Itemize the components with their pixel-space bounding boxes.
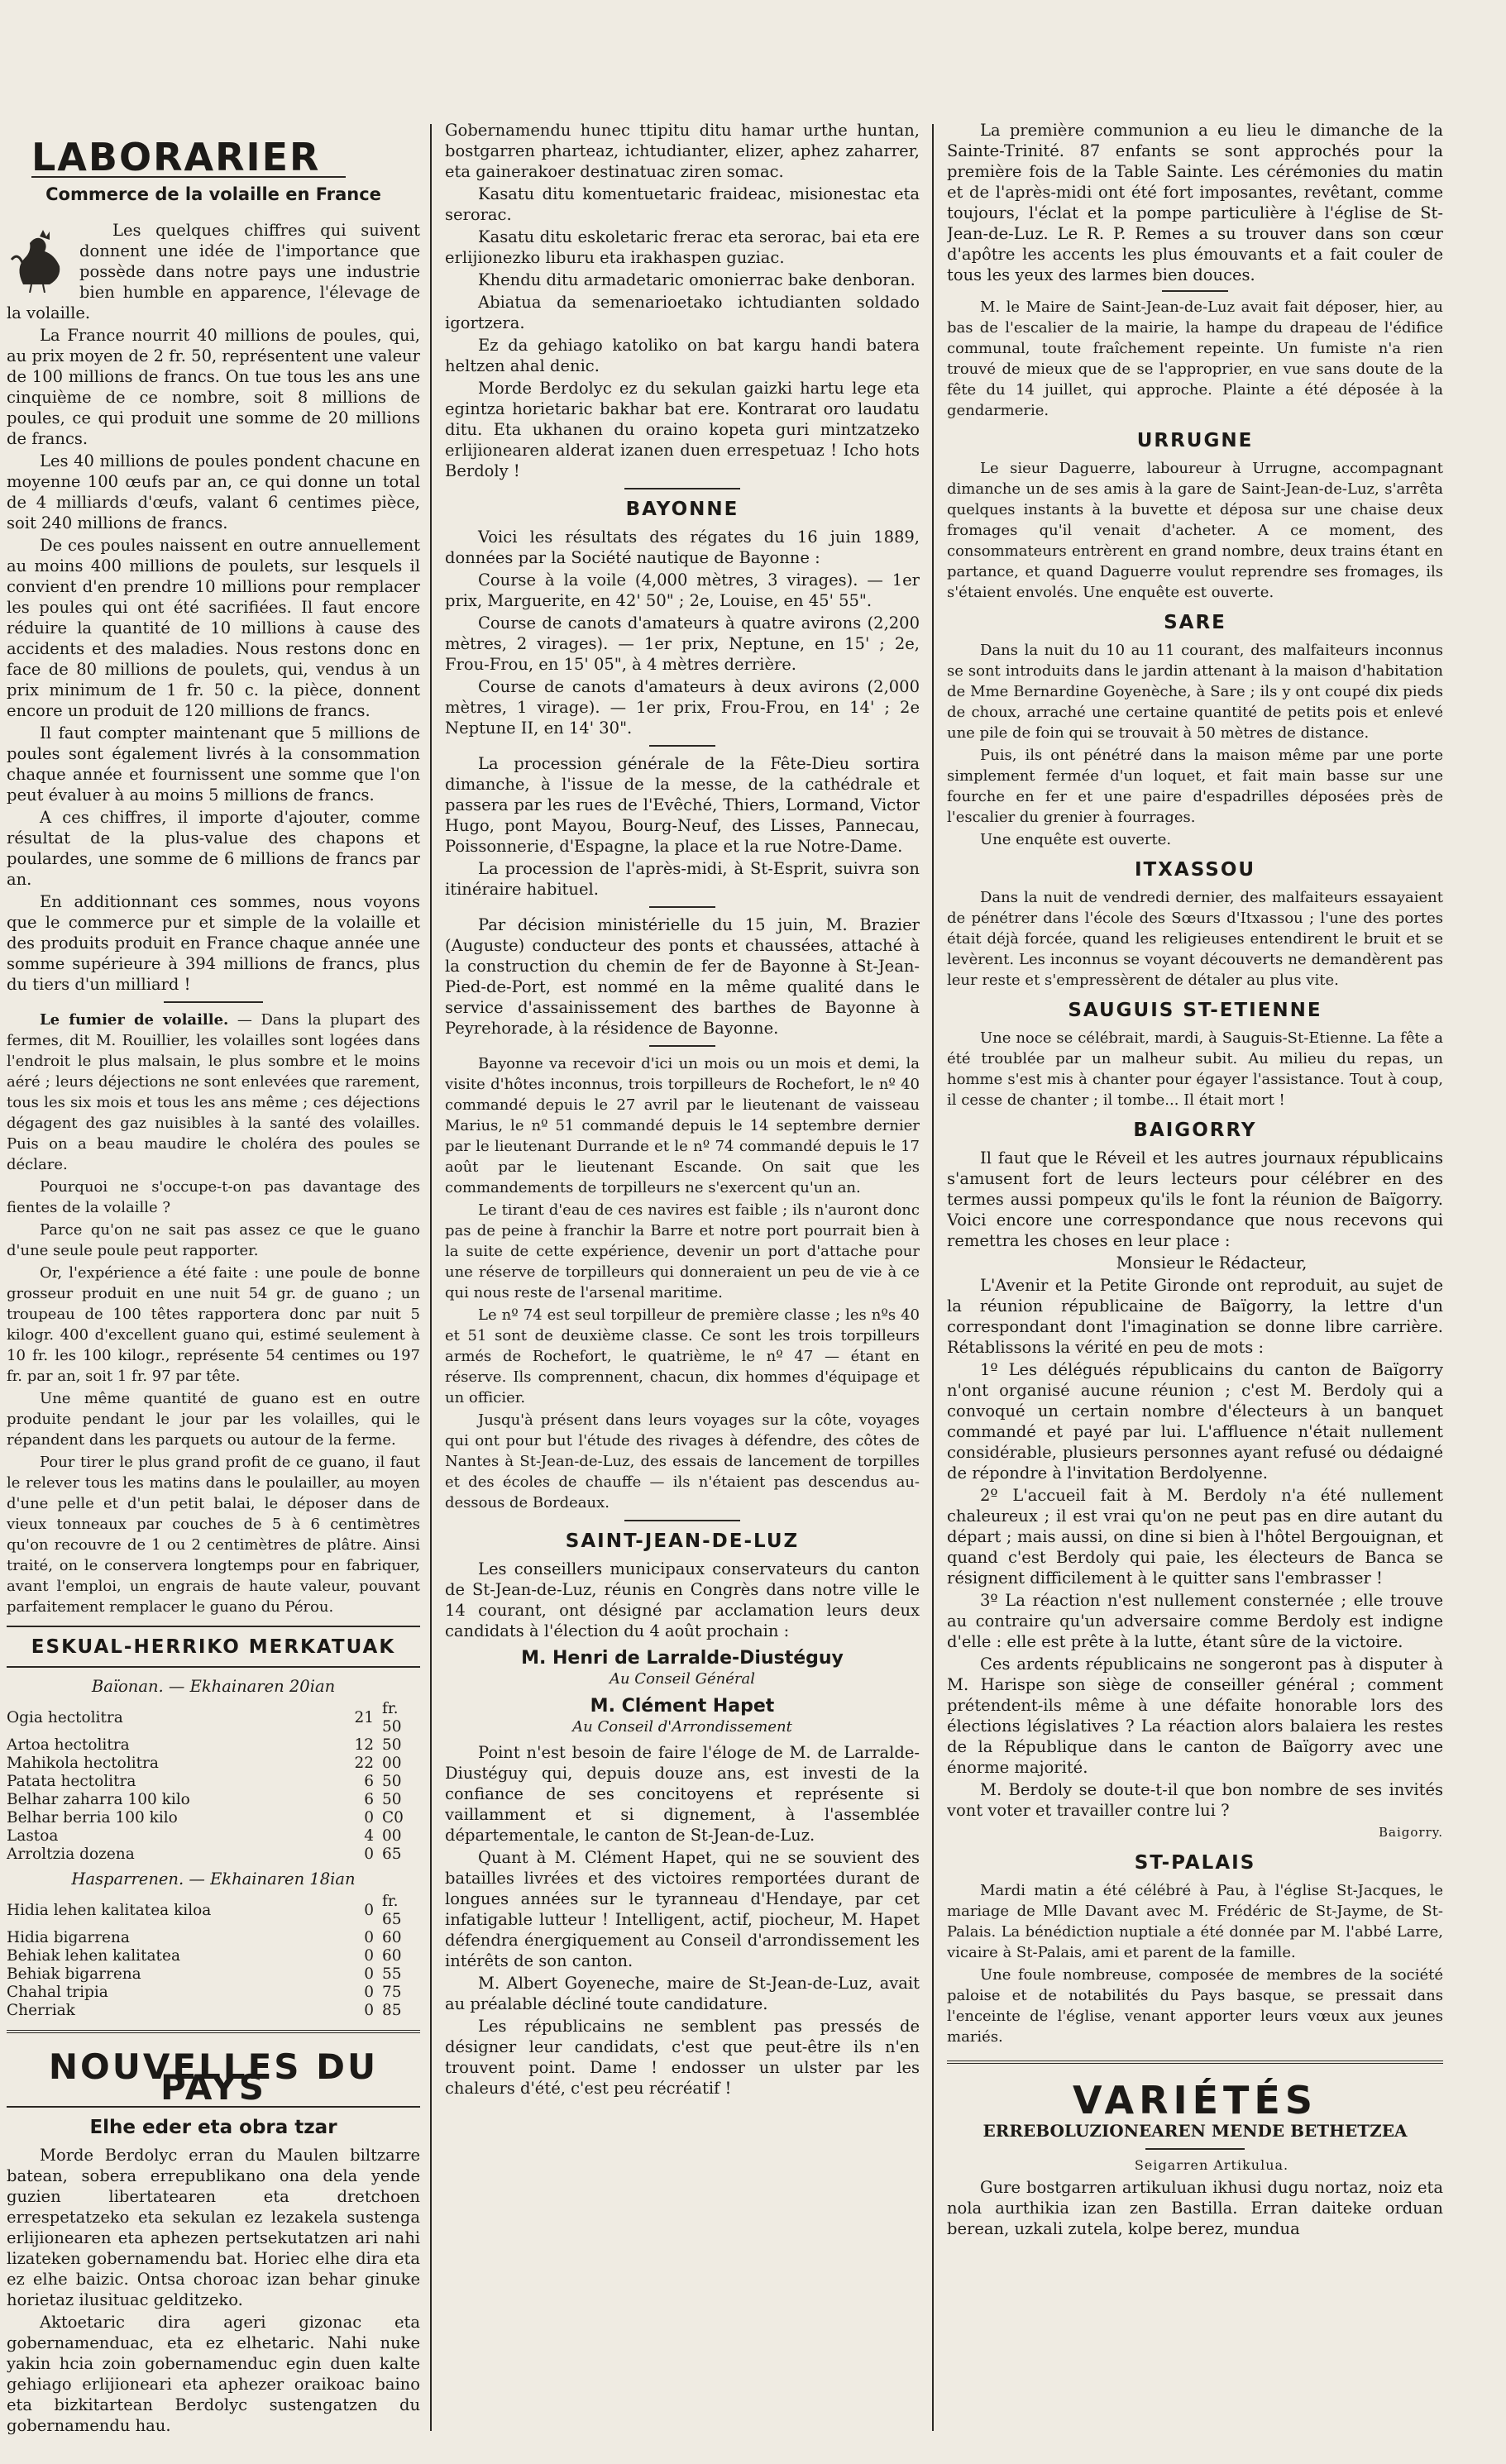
elhe-para-2: Aktoetaric dira ageri gizonac eta gobernamenduac, eta ez elhetaric. Nahi nuke yakin hcia zoin gobernamenduc egin duen kalte gehiago erlijioneari eta aphezer oraikoac baino eta bizkitartean Berdolyc sustengatzen du gobernamendu hau. <box>7 2313 420 2435</box>
baigorry-para-5: Ces ardents républicains ne songeront pas à disputer à M. Harispe son siège de conseiller général ; comment prétendent-ils même à une défaite honorable lors des élections législatives ? La réaction alors balaiera les restes de la République dans le canton de Baïgorry avec une énorme majorité. <box>947 1655 1443 1777</box>
divider-nouvelles <box>7 2030 420 2035</box>
baigorry-para-1: L'Avenir et la Petite Gironde ont reproduit, au sujet de la réunion républicaine de Baïgorry, la lettre d'un correspondant dont l'imagination se donne libre carrière. Rétablissons la vérité en peu de mots : <box>947 1276 1443 1357</box>
nouvelles-title: NOUVELLES DU PAYS <box>48 2046 379 2108</box>
market-title-rule <box>7 1666 420 1668</box>
market-value-main: 21 <box>354 1709 374 1726</box>
itxassou-title: ITXASSOU <box>1134 859 1256 881</box>
market-value-cents: 60 <box>382 1929 402 1946</box>
lab-para-2: La France nourrit 40 millions de poules, qui, au prix moyen de 2 fr. 50, représentent une valeur de 100 millions de francs. On tue tous les ans une cinquième de ce nombre, soit 8 millions de poules, ce qui produit une somme de 20 millions de francs. <box>7 326 420 448</box>
market-value-cents: 55 <box>382 1965 402 1983</box>
market-item: Artoa hectolitra <box>7 1736 130 1754</box>
divider-market <box>7 1626 420 1627</box>
market-value-main: 0 <box>364 1929 374 1946</box>
divider-fumier <box>164 1001 263 1003</box>
candidate-2-office: Au Conseil d'Arrondissement <box>572 1718 792 1736</box>
market-value-main: 0 <box>364 1947 374 1965</box>
market-value-main: 0 <box>364 1846 374 1863</box>
market-item: Mahikola hectolitra <box>7 1755 159 1772</box>
market-value-cents: fr. 65 <box>382 1893 402 1928</box>
lab-para-3: Les 40 millions de poules pondent chacune en moyenne 100 œufs par an, ce qui donne un total de 4 milliards d'œufs, valant 6 centimes pièce, soit 240 millions de francs. <box>7 451 420 532</box>
baigorry-title: BAIGORRY <box>1133 1120 1257 1141</box>
laborarier-subtitle: Commerce de la volaille en France <box>45 184 381 204</box>
regate-1: Course à la voile (4,000 mètres, 3 virages). — 1er prix, Marguerite, en 42' 50" ; 2e, Louise, en 45' 55". <box>445 571 920 610</box>
market-row <box>7 1827 420 1846</box>
communion-para: La première communion a eu lieu le dimanche de la Sainte-Trinité. 87 enfants se sont approchés pour la première fois de la Table Sainte. Les cérémonies du matin et de l'après-midi ont été fort imposantes, revêtant, comme toujours, l'éclat et la pompe particulière à l'église de St-Jean-de-Luz. Le R. P. Remes a su trouver dans son cœur d'apôtre les accents les plus émouvants et a fait couler de tous les yeux des larmes bien douces. <box>947 121 1443 284</box>
fumier-para-6: Pour tirer le plus grand profit de ce guano, il faut le relever tous les matins dans le poulailler, au moyen d'une pelle et d'un petit balai, le déposer dans de vieux tonneaux par couches de 5 à 6 centimètres qu'on recouvre de 1 ou 2 centimètres de plâtre. Ainsi traité, on le conservera longtemps pour en fabriquer, avant l'emploi, un engrais de haute valeur, pouvant parfaitement remplacer le guano du Pérou. <box>7 1454 420 1616</box>
sare-title: SARE <box>1164 612 1226 633</box>
baigorry-para-3: 2º L'accueil fait à M. Berdoly n'a été nullement chaleureux ; il est vrai qu'on ne peut pas en dire autant du départ ; mais aussi, on dine si bien à l'hôtel Bergouignan, et quand c'est Berdoly qui paie, les électeurs de Banca se résignent difficilement à le quitter sans l'embrasser ! <box>947 1486 1443 1588</box>
bayonne-para-2: La procession de l'après-midi, à St-Esprit, suivra son itinéraire habituel. <box>445 859 920 899</box>
market-value-main: 12 <box>354 1736 374 1754</box>
stpalais-para-2: Une foule nombreuse, composée de membres de la société paloise et de notabilités du Pays basque, se pressait dans l'enceinte de l'église, venant apporter leurs vœux aux jeunes mariés. <box>947 1966 1443 2046</box>
basque-para-2: Kasatu ditu komentuetaric fraideac, misionestac eta serorac. <box>445 184 920 224</box>
baigorry-para-4: 3º La réaction n'est nullement consternée ; elle trouve au contraire qu'un adversaire comme Berdoly est indigne d'elle : elle est prête à la lutte, étant sûre de la victoire. <box>947 1591 1443 1651</box>
market-value-main: 6 <box>364 1773 374 1790</box>
basque-para-5: Abiatua da semenarioetako ichtudianten soldado igortzera. <box>445 293 920 332</box>
varietes-author: Seigarren Artikulua. <box>1134 2157 1289 2173</box>
market-row <box>7 1846 420 1864</box>
column-rule-1 <box>430 124 432 2431</box>
baigorry-para-2: 1º Les délégués républicains du canton de Baïgorry n'ont organisé aucune réunion ; c'est M. Berdoly qui a convoqué un certain nombre d'électeurs à un banquet commandé et payé par lui. L'affluence n'était nullement considérable, plusieurs personnes ayant refusé ou dédaigné de répondre à l'invitation Berdolyenne. <box>947 1360 1443 1483</box>
baigorry-signature: Baigorry. <box>1379 1825 1443 1840</box>
market-title: ESKUAL-HERRIKO MERKATUAK <box>31 1636 396 1658</box>
regate-2: Course de canots d'amateurs à quatre avirons (2,200 mètres, 2 virages). — 1er prix, Neptune, en 15' ; 2e, Frou-Frou, en 15' 05", à 4 mètres derrière. <box>445 614 920 674</box>
market-value-main: 0 <box>364 1965 374 1983</box>
market-item: Cherriak <box>7 2002 75 2019</box>
sjdl-para-3: M. Albert Goyeneche, maire de St-Jean-de-Luz, avait au préalable décliné toute candidature. <box>445 1974 920 2013</box>
bayonne-para-7: Jusqu'à présent dans leurs voyages sur la côte, voyages qui ont pour but l'étude des rivages à défendre, des côtes de Nantes à St-Jean-de-Luz, des essais de lancement de torpilles et des écoles de chauffe — ils n'étaient pas descendus au-dessous de Bordeaux. <box>445 1411 920 1511</box>
market-row <box>7 1809 420 1827</box>
market-item: Belhar berria 100 kilo <box>7 1809 178 1827</box>
sjdl-title: SAINT-JEAN-DE-LUZ <box>565 1530 800 1552</box>
bayonne-para-5: Le tirant d'eau de ces navires est faible ; ils n'auront donc pas de peine à franchir la Barre et notre port pourrait bien à la suite de cette expérience, devenir un port d'attache pour une réserve de torpilleurs qui donneraient un peu de vie à ce qui nous reste de l'arsenal maritime. <box>445 1201 920 1301</box>
market-1-table <box>7 1700 420 1864</box>
varietes-para-1: Gure bostgarren artikuluan ikhusi dugu nortaz, noiz eta nola aurthikia izan zen Bastilla. Erran daiteke orduan berean, uzkali zutela, kolpe berez, mundua <box>947 2178 1443 2238</box>
column-3 <box>947 120 1443 2460</box>
divider-maire <box>1162 290 1228 292</box>
market-2-heading: Hasparrenen. — Ekhainaren 18ian <box>71 1869 356 1889</box>
market-row <box>7 1791 420 1809</box>
itxassou-para-1: Dans la nuit de vendredi dernier, des malfaiteurs essayaient de pénétrer dans l'école des Sœurs d'Itxassou ; l'une des portes était déjà forcée, quand les religieuses entendirent le bruit et se levèrent. Les inconnus se voyant découverts ne demandèrent pas leur reste et s'empressèrent de détaler au plus vite. <box>947 889 1443 989</box>
market-value-cents: 50 <box>382 1791 402 1808</box>
sare-para-2: Puis, ils ont pénétré dans la maison même par une porte simplement fermée d'un loquet, et fait main basse sur une fourche en fer et une paire d'espadrilles déposées près de l'escalier du grenier à fourrages. <box>947 747 1443 826</box>
column-rule-2 <box>932 124 934 2431</box>
market-item: Ogia hectolitra <box>7 1709 123 1726</box>
bayonne-title: BAYONNE <box>625 499 739 520</box>
market-item: Arroltzia dozena <box>7 1846 135 1863</box>
market-item: Behiak lehen kalitatea <box>7 1947 180 1965</box>
stpalais-para-1: Mardi matin a été célébré à Pau, à l'église St-Jacques, le mariage de Mlle Davant avec M. Frédéric de St-Jayme, de St-Palais. La bénédiction nuptiale a été donnée par M. l'abbé Larre, vicaire à St-Palais, ami et parent de la famille. <box>947 1882 1443 1961</box>
basque-para-1: Gobernamendu hunec ttipitu ditu hamar urthe huntan, bostgarren pharteaz, ichtudianter, elizer, aphez zaharrer, eta gainerakoer destinatuac ziren somac. <box>445 121 920 181</box>
divider-sjdl <box>624 1520 740 1521</box>
market-row <box>7 1755 420 1773</box>
varietes-rule <box>1145 2148 1245 2150</box>
market-value-main: 0 <box>364 1809 374 1827</box>
fumier-title: Le fumier de volaille. <box>40 1011 229 1029</box>
urrugne-para-1: Le sieur Daguerre, laboureur à Urrugne, accompagnant dimanche un de ses amis à la gare de Saint-Jean-de-Luz, s'arrêta quelques instants à la buvette et déposa sur une chaise deux fromages qu'il venait d'acheter. A ce moment, des consommateurs entrèrent en grand nombre, deux trains étant en partance, et quand Daguerre voulut reprendre ses fromages, ils s'étaient envolés. Une enquête est ouverte. <box>947 460 1443 601</box>
market-item: Patata hectolitra <box>7 1773 136 1790</box>
market-item: Hidia lehen kalitatea kiloa <box>7 1902 212 1919</box>
market-value-cents: 85 <box>382 2002 402 2019</box>
market-value-cents: 00 <box>382 1755 402 1772</box>
sauguis-para-1: Une noce se célébrait, mardi, à Sauguis-St-Etienne. La fête a été troublée par un malheur subit. Au milieu du repas, un homme s'est mis à chanter pour égayer l'assistance. Tout à coup, il cesse de chanter ; il tombe... Il était mort ! <box>947 1029 1443 1109</box>
candidate-2: M. Clément Hapet <box>590 1696 775 1717</box>
bayonne-para-4: Bayonne va recevoir d'ici un mois ou un mois et demi, la visite d'hôtes inconnus, trois torpilleurs de Rochefort, le nº 40 commandé depuis le 27 avril par le lieutenant de vaisseau Marius, le nº 51 commandé depuis le 14 septembre dernier par le lieutenant Durrande et le nº 74 commandé depuis le 17 août par le lieutenant Escande. On sait que les commandements de torpilleurs ne s'exercent qu'un an. <box>445 1055 920 1196</box>
market-row <box>7 1736 420 1755</box>
market-item: Chahal tripia <box>7 1984 108 2001</box>
candidate-1: M. Henri de Larralde-Diustéguy <box>521 1648 844 1669</box>
fumier-text-1: — Dans la plupart des fermes, dit M. Rouillier, les volailles sont logées dans l'endroit le plus malsain, le plus sombre et le moins aéré ; leurs déjections ne sont enlevées que rarement, tous les six mois et tous les ans même ; ces déjections dégagent des gaz nuisibles à la santé des volailles. Puis on a beau maudire le choléra des poules se déclare. <box>7 1011 420 1173</box>
market-value-cents: 50 <box>382 1736 402 1754</box>
lab-para-7: En additionnant ces sommes, nous voyons que le commerce pur et simple de la volaille et des produits produit en France chaque année une somme supérieure à 394 millions de francs, plus du tiers d'un milliard ! <box>7 892 420 994</box>
divider-torpilleurs <box>649 1045 715 1047</box>
market-value-cents: C0 <box>382 1809 404 1827</box>
stpalais-title: ST-PALAIS <box>1134 1852 1256 1874</box>
market-value-main: 0 <box>364 1902 374 1919</box>
column-1 <box>7 124 420 2464</box>
baigorry-salute: Monsieur le Rédacteur, <box>1116 1253 1308 1273</box>
market-item: Behiak bigarrena <box>7 1965 141 1983</box>
market-value-cents: fr. 50 <box>382 1700 402 1736</box>
fumier-para-4: Or, l'expérience a été faite : une poule de bonne grosseur produit en une nuit 54 gr. de guano ; un troupeau de 100 têtes rapportera donc par nuit 5 kilogr. 400 d'excellent guano qui, estimé seulement à 10 fr. les 100 kilogr., représente 54 centimes ou 197 fr. par an, soit 1 fr. 97 par tête. <box>7 1264 420 1385</box>
varietes-subtitle: ERREBOLUZIONEAREN MENDE BETHETZEA <box>982 2121 1408 2141</box>
divider-bayonne <box>624 488 740 489</box>
fumier-para-2: Pourquoi ne s'occupe-t-on pas davantage des fientes de la volaille ? <box>7 1178 420 1216</box>
elhe-title: Elhe eder eta obra tzar <box>89 2117 337 2138</box>
market-row <box>7 1965 420 1984</box>
column-2 <box>445 120 920 2460</box>
market-row <box>7 1929 420 1947</box>
laborarier-title: LABORARIER <box>31 135 321 179</box>
market-value-cents: 65 <box>382 1846 402 1863</box>
bayonne-para-1: La procession générale de la Fête-Dieu sortira dimanche, à l'issue de la messe, de la cathédrale et passera par les rues de l'Evêché, Thiers, Lormand, Victor Hugo, pont Mayou, Bourg-Neuf, des Lisses, Pannecau, Poissonnerie, d'Espagne, la place et la rue Notre-Dame. <box>445 754 920 856</box>
market-row <box>7 1947 420 1965</box>
candidate-1-office: Au Conseil Général <box>609 1670 755 1688</box>
market-item: Belhar zaharra 100 kilo <box>7 1791 190 1808</box>
market-value-main: 0 <box>364 2002 374 2019</box>
market-row <box>7 1773 420 1791</box>
lab-para-5: Il faut compter maintenant que 5 millions de poules sont également livrés à la consommation chaque année et fournissent une somme que l'on peut évaluer à au moins 5 millions de francs. <box>7 723 420 805</box>
rooster-illustration <box>7 227 68 293</box>
market-item: Lastoa <box>7 1827 59 1845</box>
urrugne-title: URRUGNE <box>1136 430 1254 451</box>
lab-para-4: De ces poules naissent en outre annuellement au moins 400 millions de poulets, sur lesquels il convient d'en prendre 10 millions pour remplacer les poules qui ont été sacrifiées. Il faut encore réduire la quantité de 10 millions à cause des accidents et des maladies. Nous restons donc en face de 80 millions de poulets, qui, vendus à un prix minimum de 1 fr. 50 c. la pièce, donnent encore un produit de 120 millions de francs. <box>7 536 420 720</box>
market-1-heading: Baïonan. — Ekhainaren 20ian <box>91 1677 336 1696</box>
basque-para-7: Morde Berdolyc ez du sekulan gaizki hartu lege eta egintza horietaric bakhar bat ere. Kontrarat oro laudatu ditu. Eta ukhanen du oraino kopeta guri mintzatzeko erlijionearen alderat izanen duen errespetuaz ! Icho hots Berdoly ! <box>445 379 920 480</box>
lab-para-6: A ces chiffres, il importe d'ajouter, comme résultat de la plus-value des chapons et poulardes, une somme de 6 millions de francs par an. <box>7 808 420 889</box>
sare-para-1: Dans la nuit du 10 au 11 courant, des malfaiteurs inconnus se sont introduits dans le jardin attenant à la maison d'habitation de Mme Bernardine Goyenèche, à Sare ; ils y ont coupé dix pieds de choux, arraché une certaine quantité de petits pois et enlevé une pile de foin qui se trouvait à 50 mètres de distance. <box>947 642 1443 742</box>
basque-para-3: Kasatu ditu eskoletaric frerac eta serorac, bai eta ere erlijionezko liburu eta irakhaspen guziac. <box>445 227 920 267</box>
divider-varietes <box>947 2060 1443 2065</box>
basque-para-4: Khendu ditu armadetaric omonierrac bake denboran. <box>478 270 916 289</box>
varietes-title: VARIÉTÉS <box>1073 2078 1317 2123</box>
sjdl-intro: Les conseillers municipaux conservateurs du canton de St-Jean-de-Luz, réunis en Congrès dans notre ville le 14 courant, ont désigné par acclamation leurs deux candidats à l'élection du 4 août prochain : <box>445 1559 920 1640</box>
elhe-para-1: Morde Berdolyc erran du Maulen biltzarre batean, sobera errepublikano ona dela yende guzien libertatearen eta dretchoen errespetatzeko eta sekulan ez lezakela sustenga erlijionearen eta aphezen pertsekutatzen ari nahi lizateken gobernamendu bat. Horiec elhe dira eta ez elhe baizic. Ontsa choroac izan behar ginuke horietaz ilusituac gelditzeko. <box>7 2146 420 2309</box>
market-value-cents: 00 <box>382 1827 402 1845</box>
market-item: Hidia bigarrena <box>7 1929 130 1946</box>
market-value-main: 0 <box>364 1984 374 2001</box>
market-value-cents: 75 <box>382 1984 402 2001</box>
regate-3: Course de canots d'amateurs à deux avirons (2,000 mètres, 1 virage). — 1er prix, Frou-Frou, en 14' ; 2e Neptune II, en 14' 30". <box>445 677 920 738</box>
sjdl-para-2: Quant à M. Clément Hapet, qui ne se souvient des batailles livrées et des victoires remportées durant de longues années sur le tyranneau d'Hendaye, par cet infatigable lutteur ! Intelligent, actif, piocheur, M. Hapet défendra énergiquement au Conseil d'arrondissement les intérêts de son canton. <box>445 1848 920 1970</box>
sare-para-3: Une enquête est ouverte. <box>980 831 1172 848</box>
market-row <box>7 2002 420 2020</box>
market-value-main: 6 <box>364 1791 374 1808</box>
fumier-para-5: Une même quantité de guano est en outre produite pendant le jour par les volailles, qui le répandent dans les parquets ou autour de la ferme. <box>7 1390 420 1449</box>
market-2-table <box>7 1893 420 2020</box>
basque-para-6: Ez da gehiago katoliko on bat kargu handi batera heltzen ahal denic. <box>445 336 920 375</box>
baigorry-intro: Il faut que le Réveil et les autres journaux républicains s'amusent fort de leurs lecteurs pour célébrer en des termes aussi pompeux qu'ils le font la réunion de Baïgorry. Voici encore une correspondance que nous recevons qui remettra les choses en leur place : <box>947 1148 1443 1250</box>
lab-para-1: Les quelques chiffres qui suivent donnent une idée de l'importance que possède dans notre pays une industrie bien humble en apparence, l'élevage de la volaille. <box>7 221 420 322</box>
market-value-main: 22 <box>354 1755 374 1772</box>
market-row <box>7 1893 420 1929</box>
regates-intro: Voici les résultats des régates du 16 juin 1889, données par la Société nautique de Bayonne : <box>445 528 920 567</box>
market-value-main: 4 <box>364 1827 374 1845</box>
fumier-para-3: Parce qu'on ne sait pas assez ce que le guano d'une seule poule peut rapporter. <box>7 1221 420 1259</box>
market-row <box>7 1984 420 2002</box>
fumier-para-1 <box>7 1010 420 1175</box>
bayonne-para-3: Par décision ministérielle du 15 juin, M. Brazier (Auguste) conducteur des ponts et chaussées, attaché à la construction du chemin de fer de Bayonne à St-Jean-Pied-de-Port, est nommé en la même qualité dans le service d'assainissement des barthes de Bayonne à Peyrehorade, à la résidence de Bayonne. <box>445 915 920 1038</box>
bayonne-para-6: Le nº 74 est seul torpilleur de première classe ; les nºs 40 et 51 sont de deuxième classe. Ce sont les trois torpilleurs armés de Rochefort, le quatrième, le nº 47 — étant en réserve. Ils comprennent, chacun, dix hommes d'équipage et un officier. <box>445 1306 920 1406</box>
sjdl-para-1: Point n'est besoin de faire l'éloge de M. de Larralde-Diustéguy qui, depuis douze ans, est investi de la confiance de ses concitoyens et représente si vaillamment et si dignement, à l'assemblée départementale, le canton de St-Jean-de-Luz. <box>445 1743 920 1845</box>
sjdl-para-4: Les républicains ne semblent pas pressés de désigner leur candidats, c'est que peut-être ils n'en trouvent point. Dame ! endosser un ulster par les chaleurs d'été, c'est peu récréatif ! <box>445 2017 920 2098</box>
market-row <box>7 1700 420 1736</box>
baigorry-para-6: M. Berdoly se doute-t-il que bon nombre de ses invités vont voter et travailler contre lui ? <box>947 1780 1443 1820</box>
market-value-cents: 50 <box>382 1773 402 1790</box>
sauguis-title: SAUGUIS ST-ETIENNE <box>1068 1000 1322 1021</box>
divider-brazier <box>649 906 715 908</box>
maire-para: M. le Maire de Saint-Jean-de-Luz avait fait déposer, hier, au bas de l'escalier de la mairie, la hampe du drapeau de l'édifice communal, toute fraîchement repeinte. Un fumiste n'a rien trouvé de mieux que de se l'approprier, en vue sans doute de la fête du 14 juillet, qui approche. Plainte a été déposée à la gendarmerie. <box>947 298 1443 419</box>
divider-procession <box>649 745 715 747</box>
market-value-cents: 60 <box>382 1947 402 1965</box>
